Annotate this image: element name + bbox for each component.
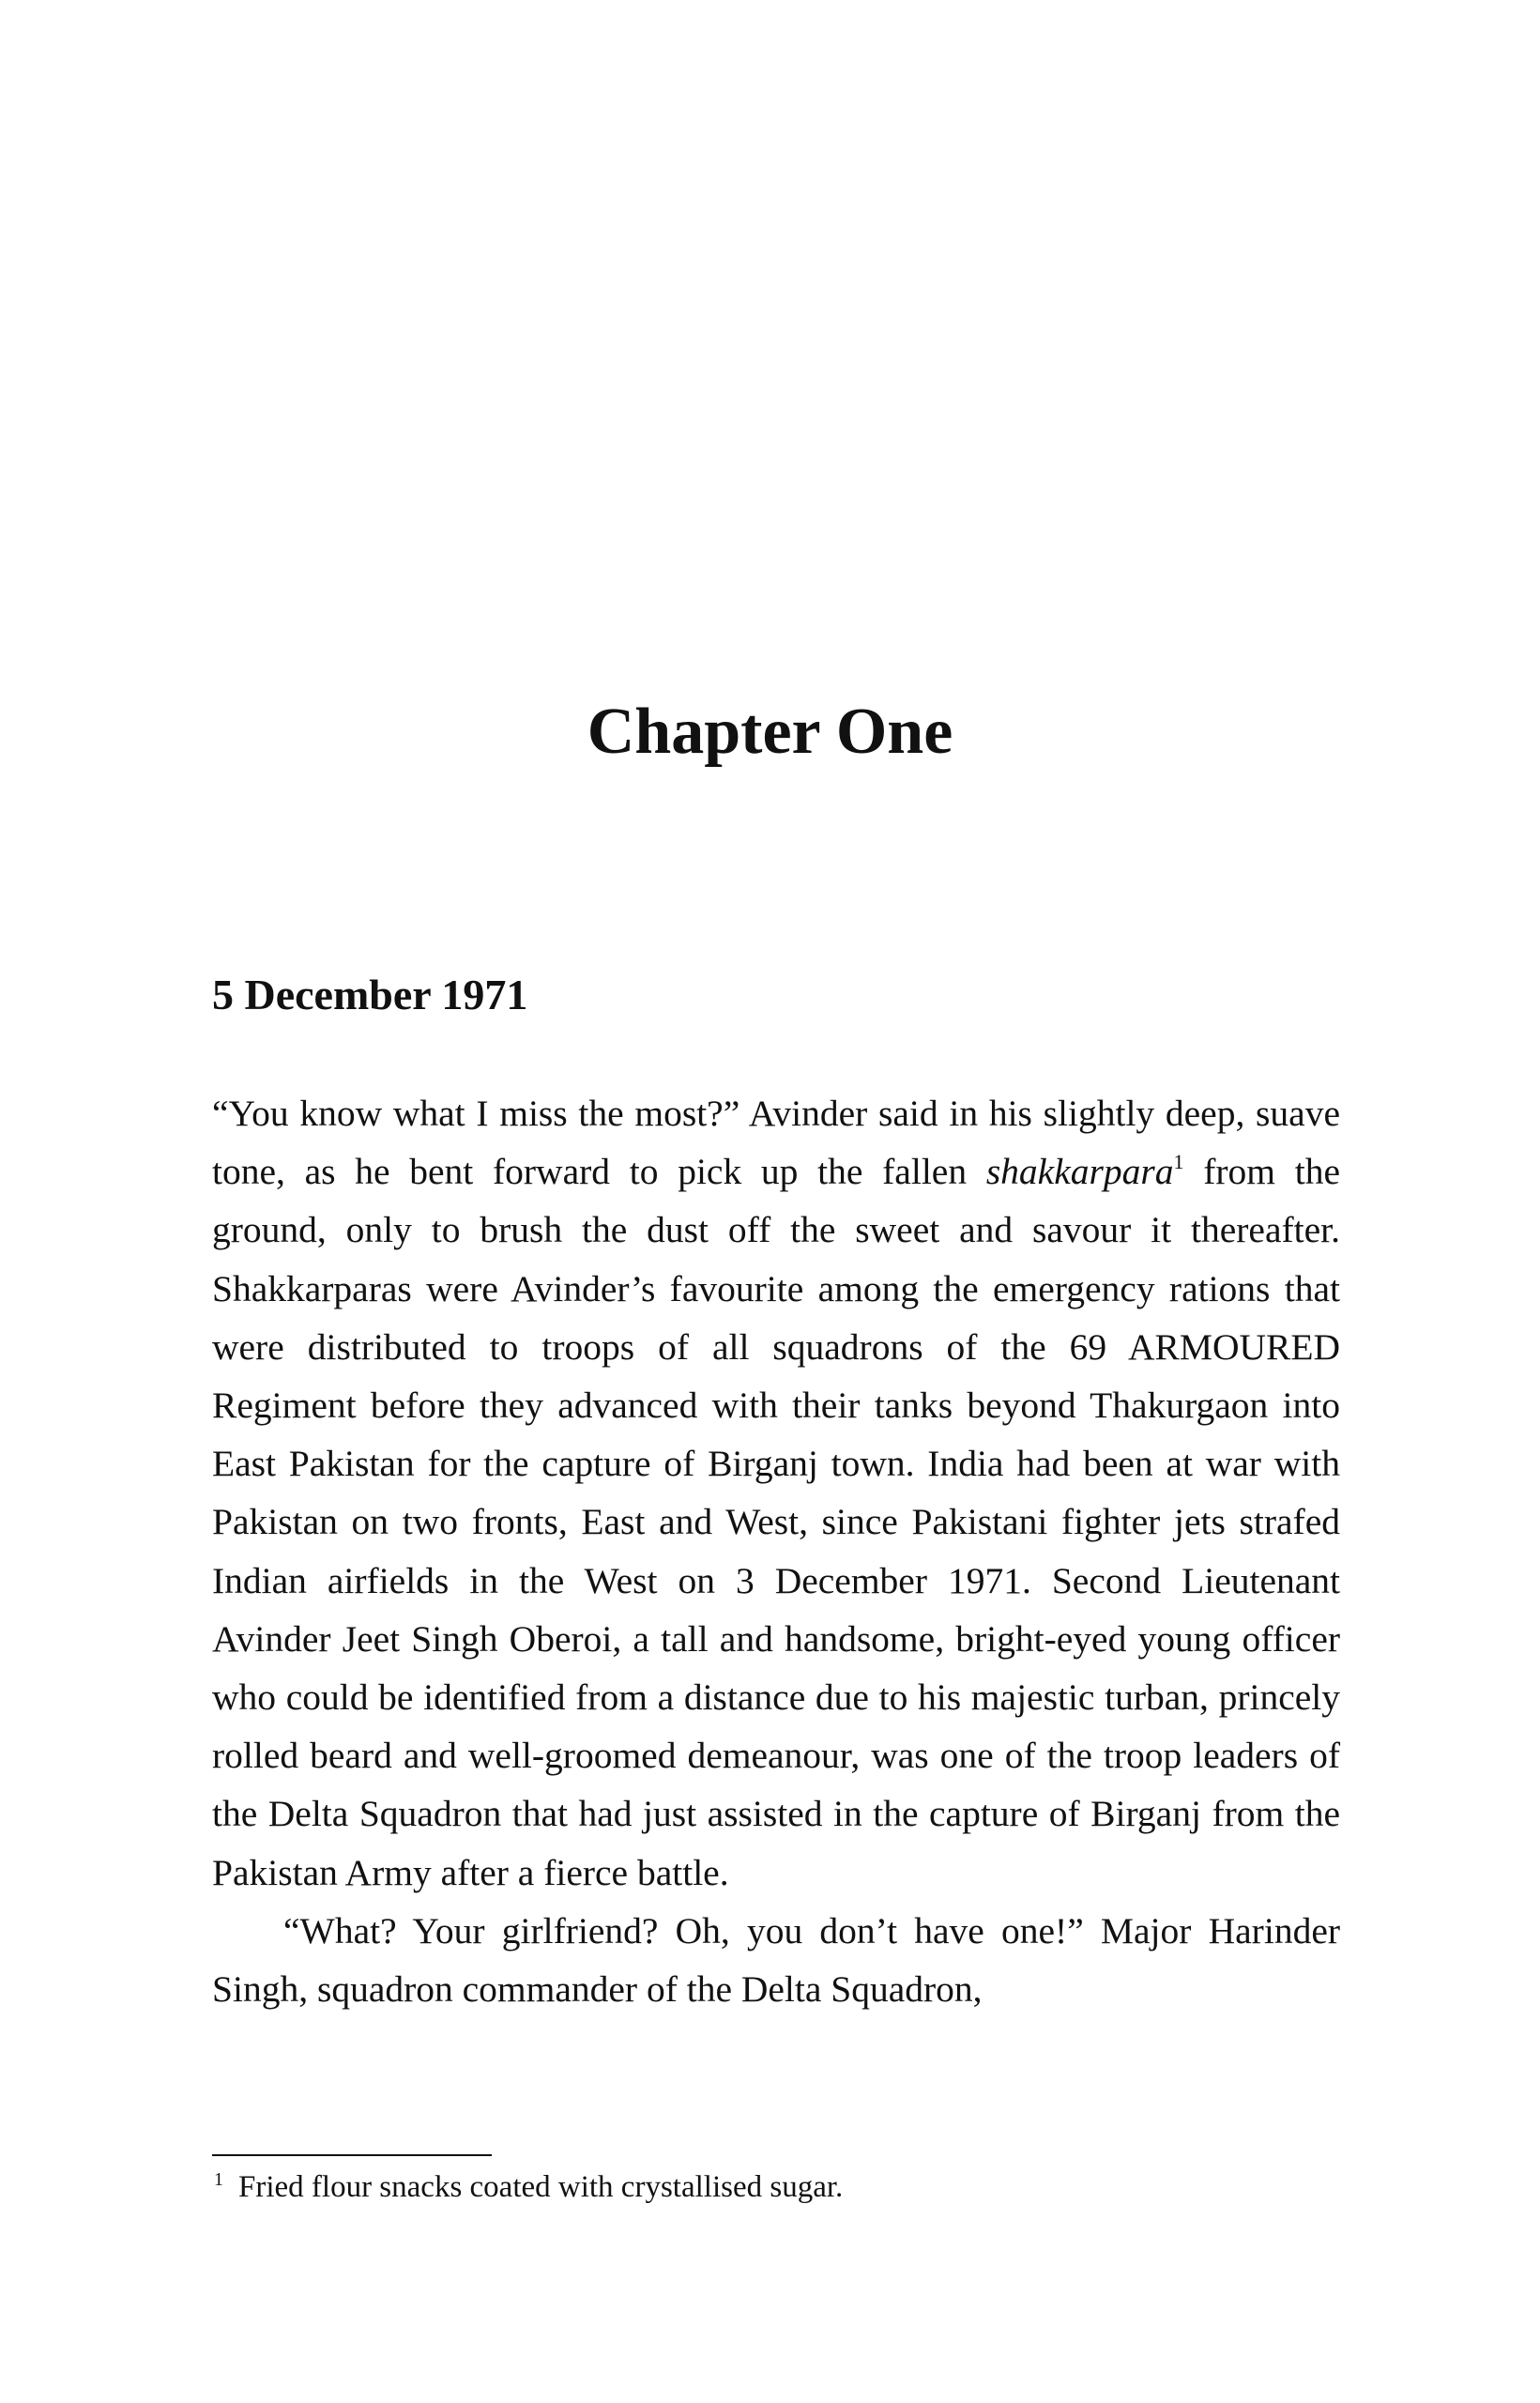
paragraph-2: “What? Your girlfriend? Oh, you don’t have one!” Major Harinder Singh, squadron commander of the Delta Squadron, (212, 1909, 1340, 2011)
footnote-reference: 1 (1173, 1150, 1184, 1174)
chapter-body (212, 1084, 1340, 2018)
chapter-title: Chapter One (587, 696, 953, 768)
footnote-text: Fried flour snacks coated with crystallised sugar. (238, 2170, 844, 2204)
section-heading-date: 5 December 1971 (212, 971, 528, 1018)
paragraph-1-text-end: from the ground, only to brush the dust off the sweet and savour it thereafter. Shakkarparas were Avinder’s favourite among the emergency rations that were distributed to troops of all squadrons of the 69 ARMOURED Regiment before they advanced with their tanks beyond Thakurgaon into East Pakistan for the capture of Birganj town. India had been at war with Pakistan on two fronts, East and West, since Pakistani fighter jets strafed Indian airfields in the West on 3 December 1971. Second Lieutenant Avinder Jeet Singh Oberoi, a tall and handsome, bright-eyed young officer who could be identified from a distance due to his majestic turban, princely rolled beard and well-groomed demeanour, was one of the troop leaders of the Delta Squadron that had just assisted in the capture of Birganj from the Pakistan Army after a fierce battle. (212, 1151, 1340, 1893)
footnote-number: 1 (214, 2169, 223, 2190)
paragraph-1 (212, 1084, 1340, 1902)
footnote (212, 2163, 1340, 2212)
footnote-divider (212, 2154, 492, 2156)
italic-term-shakkarpara: shakkarpara (985, 1151, 1174, 1193)
paragraph-1-text-start: “You know what I miss the most?” Avinder said in his slightly deep, suave tone, as he bent forward to pick up the fallen (212, 1093, 1340, 1193)
